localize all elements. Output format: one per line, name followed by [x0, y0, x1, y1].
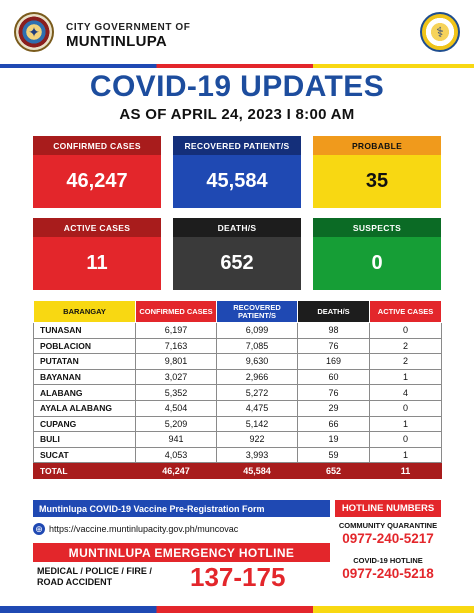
column-header: DEATH/S [298, 301, 370, 323]
barangay-table [33, 300, 442, 479]
stat-value: 0 [313, 237, 441, 290]
emergency-hotline-number: 137-175 [190, 562, 286, 592]
table-cell: 60 [298, 369, 370, 385]
vaccine-link-text[interactable]: https://vaccine.muntinlupacity.gov.ph/muncovac [49, 524, 239, 534]
table-cell: 1 [370, 447, 442, 463]
total-cell: 652 [298, 463, 370, 479]
table-cell: 5,352 [136, 385, 217, 401]
stat-label: PROBABLE [313, 136, 441, 155]
column-header: ACTIVE CASES [370, 301, 442, 323]
table-cell: 76 [298, 338, 370, 354]
stat-value: 652 [173, 237, 301, 290]
table-cell: 3,993 [217, 447, 298, 463]
table-cell: 1 [370, 416, 442, 432]
table-cell: 19 [298, 432, 370, 448]
table-cell: 7,085 [217, 338, 298, 354]
page-title: COVID-19 UPDATES [89, 70, 385, 103]
stat-card-suspects [313, 218, 441, 290]
table-total-row [34, 463, 442, 479]
table-cell: 2 [370, 338, 442, 354]
table-cell: 7,163 [136, 338, 217, 354]
barangay-name: AYALA ALABANG [34, 400, 136, 416]
table-cell: 59 [298, 447, 370, 463]
city-seal-icon: ✦ [14, 12, 54, 52]
table-row [34, 338, 442, 354]
table-cell: 941 [136, 432, 217, 448]
table-cell: 3,027 [136, 369, 217, 385]
table-header-row [34, 301, 442, 323]
barangay-name: PUTATAN [34, 354, 136, 370]
table-row [34, 369, 442, 385]
table-row [34, 385, 442, 401]
table-cell: 169 [298, 354, 370, 370]
table-row [34, 400, 442, 416]
flag-stripe-bottom [0, 606, 474, 613]
table-cell: 4 [370, 385, 442, 401]
table-cell: 2,966 [217, 369, 298, 385]
community-quarantine-label: COMMUNITY QUARANTINE [338, 521, 438, 530]
page-subtitle: AS OF APRIL 24, 2023 I 8:00 AM [119, 106, 355, 123]
health-office-seal-icon: ⚕ [420, 12, 460, 52]
hotline-numbers-banner: HOTLINE NUMBERS [335, 500, 441, 517]
stat-label: SUSPECTS [313, 218, 441, 237]
table-cell: 5,272 [217, 385, 298, 401]
barangay-name: POBLACION [34, 338, 136, 354]
table-row [34, 432, 442, 448]
emergency-services-line1: MEDICAL / POLICE / FIRE / [37, 566, 152, 576]
table-cell: 5,209 [136, 416, 217, 432]
table-cell: 6,197 [136, 323, 217, 339]
table-cell: 29 [298, 400, 370, 416]
table-cell: 4,053 [136, 447, 217, 463]
stat-label: RECOVERED PATIENT/S [173, 136, 301, 155]
gov-line2: MUNTINLUPA [66, 33, 168, 50]
vaccine-registration-banner: Muntinlupa COVID-19 Vaccine Pre-Registration Form [33, 500, 330, 517]
barangay-name: CUPANG [34, 416, 136, 432]
table-cell: 98 [298, 323, 370, 339]
stat-value: 46,247 [33, 155, 161, 208]
vaccine-registration-link[interactable] [33, 521, 238, 537]
flag-stripe-top [0, 64, 474, 68]
table-row [34, 354, 442, 370]
stat-card-active [33, 218, 161, 290]
total-cell: 45,584 [217, 463, 298, 479]
emergency-hotline-banner: MUNTINLUPA EMERGENCY HOTLINE [33, 543, 330, 562]
table-cell: 0 [370, 432, 442, 448]
stat-card-confirmed [33, 136, 161, 208]
gov-line1: CITY GOVERNMENT OF [66, 22, 191, 33]
stat-label: CONFIRMED CASES [33, 136, 161, 155]
stat-label: ACTIVE CASES [33, 218, 161, 237]
barangay-name: BAYANAN [34, 369, 136, 385]
covid-hotline-number: 0977-240-5218 [342, 566, 434, 581]
table-row [34, 447, 442, 463]
total-cell: 46,247 [136, 463, 217, 479]
community-quarantine-number: 0977-240-5217 [342, 531, 434, 546]
stat-value: 45,584 [173, 155, 301, 208]
table-cell: 76 [298, 385, 370, 401]
stat-value: 11 [33, 237, 161, 290]
table-cell: 0 [370, 323, 442, 339]
stat-card-probable [313, 136, 441, 208]
globe-icon: ⊕ [33, 523, 45, 535]
barangay-name: SUCAT [34, 447, 136, 463]
table-row [34, 416, 442, 432]
total-label: TOTAL [34, 463, 136, 479]
table-cell: 9,630 [217, 354, 298, 370]
table-cell: 9,801 [136, 354, 217, 370]
barangay-name: ALABANG [34, 385, 136, 401]
covid-hotline-label: COVID-19 HOTLINE [353, 556, 423, 565]
column-header: BARANGAY [34, 301, 136, 323]
stat-card-recovered [173, 136, 301, 208]
emergency-services-line2: ROAD ACCIDENT [37, 577, 113, 587]
table-cell: 0 [370, 400, 442, 416]
column-header: CONFIRMED CASES [136, 301, 217, 323]
stat-label: DEATH/S [173, 218, 301, 237]
stat-card-deaths [173, 218, 301, 290]
table-cell: 66 [298, 416, 370, 432]
header [0, 0, 474, 64]
table-cell: 922 [217, 432, 298, 448]
emergency-services-text [37, 566, 152, 588]
barangay-name: BULI [34, 432, 136, 448]
table-cell: 4,475 [217, 400, 298, 416]
stat-value: 35 [313, 155, 441, 208]
table-cell: 6,099 [217, 323, 298, 339]
total-cell: 11 [370, 463, 442, 479]
table-cell: 2 [370, 354, 442, 370]
table-cell: 4,504 [136, 400, 217, 416]
table-cell: 1 [370, 369, 442, 385]
column-header: RECOVERED PATIENT/S [217, 301, 298, 323]
table-row [34, 323, 442, 339]
table-cell: 5,142 [217, 416, 298, 432]
barangay-name: TUNASAN [34, 323, 136, 339]
